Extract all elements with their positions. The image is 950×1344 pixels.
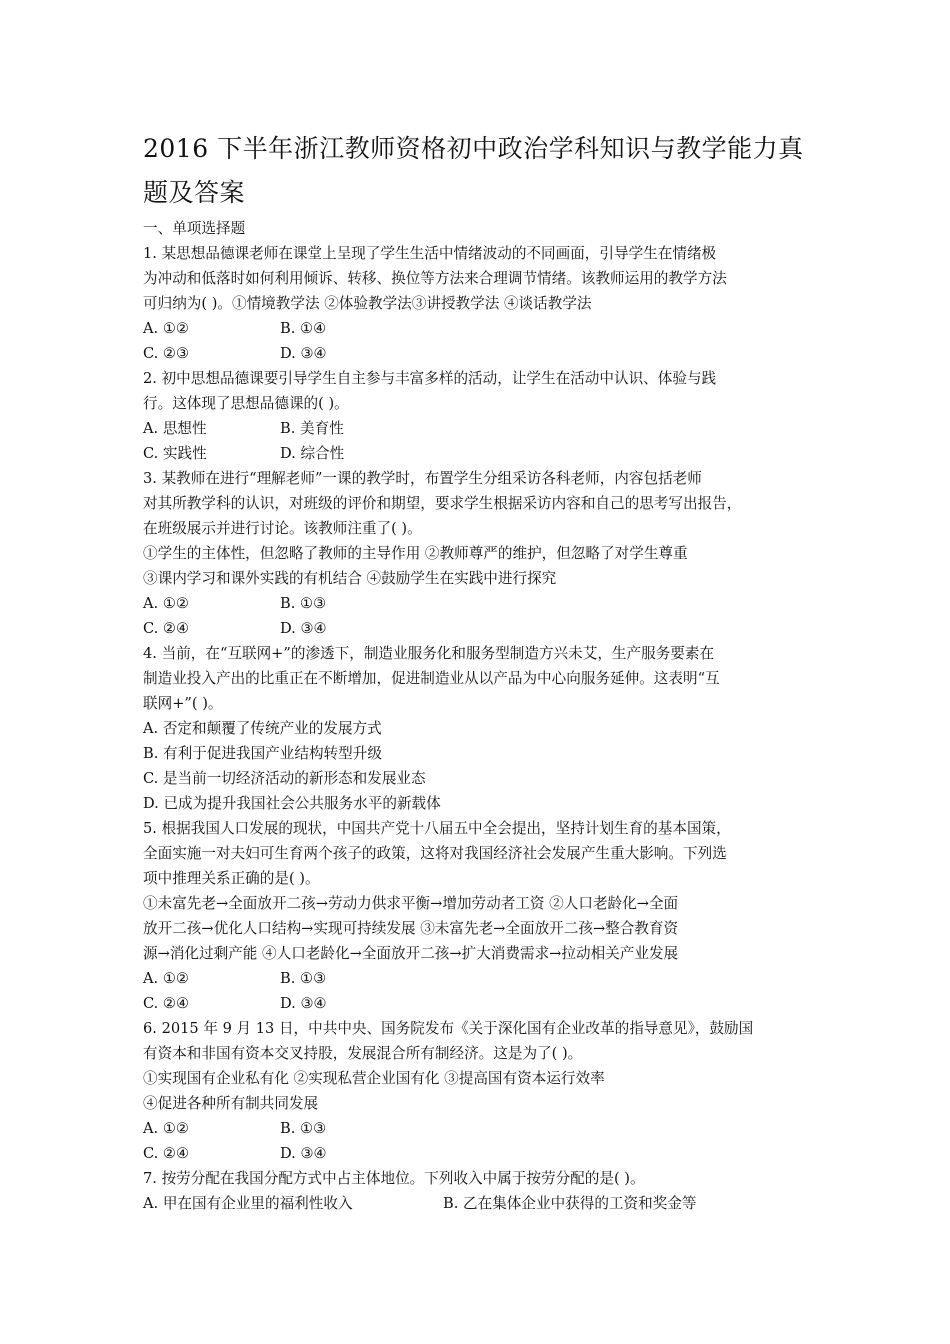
- options-row: [143, 1116, 823, 1141]
- question-5: [143, 816, 823, 1016]
- question-4: [143, 641, 823, 816]
- question-text: 7. 按劳分配在我国分配方式中占主体地位。下列收入中属于按劳分配的是( )。: [143, 1170, 645, 1187]
- options-row: [143, 1141, 823, 1166]
- option-b: B. ①④: [280, 320, 327, 337]
- question-text: ③课内学习和课外实践的有机结合 ④鼓励学生在实践中进行探究: [143, 570, 557, 587]
- question-text: ④促进各种所有制共同发展: [143, 1095, 319, 1112]
- options-row: [143, 616, 823, 641]
- option-c: C. ②④: [143, 1145, 190, 1162]
- option-b: B. ①③: [280, 970, 327, 987]
- option-b: B. 有利于促进我国产业结构转型升级: [143, 745, 382, 762]
- option-a: A. 否定和颠覆了传统产业的发展方式: [143, 720, 382, 737]
- option-c: C. 是当前一切经济活动的新形态和发展业态: [143, 770, 426, 787]
- question-text: 项中推理关系正确的是( )。: [143, 870, 320, 887]
- options-row: [143, 591, 823, 616]
- option-b: B. 乙在集体企业中获得的工资和奖金等: [443, 1195, 697, 1212]
- option-c: C. ②④: [143, 995, 190, 1012]
- option-d: D. ③④: [280, 995, 327, 1012]
- question-2: [143, 366, 823, 466]
- question-text: ①学生的主体性，但忽略了教师的主导作用 ②教师尊严的维护，但忽略了对学生尊重: [143, 545, 688, 562]
- question-text: 2. 初中思想品德课要引导学生自主参与丰富多样的活动，让学生在活动中认识、体验与践: [143, 370, 717, 387]
- options-row: [143, 966, 823, 991]
- question-text: 4. 当前，在“互联网+”的渗透下，制造业服务化和服务型制造方兴未艾，生产服务要素在: [143, 645, 715, 662]
- question-text: 全面实施一对夫妇可生育两个孩子的政策，这将对我国经济社会发展产生重大影响。下列选: [143, 845, 727, 862]
- option-a: A. ①②: [143, 320, 189, 337]
- option-a: A. 思想性: [143, 420, 207, 437]
- option-c: C. ②③: [143, 345, 190, 362]
- question-3: [143, 466, 823, 641]
- options-row: [143, 441, 823, 466]
- option-d: D. 已成为提升我国社会公共服务水平的新载体: [143, 795, 441, 812]
- question-text: 对其所教学科的认识，对班级的评价和期望，要求学生根据采访内容和自己的思考写出报告，: [143, 495, 742, 512]
- option-c: C. ②④: [143, 620, 190, 637]
- question-text: 行。这体现了思想品德课的( )。: [143, 395, 349, 412]
- section-heading: 一、单项选择题: [143, 220, 246, 237]
- options-row: [143, 341, 823, 366]
- question-text: ①未富先老→全面放开二孩→劳动力供求平衡→增加劳动者工资 ②人口老龄化→全面: [143, 895, 679, 912]
- option-d: D. 综合性: [280, 445, 345, 462]
- question-text: 6. 2015 年 9 月 13 日，中共中央、国务院发布《关于深化国有企业改革的指导意见》，鼓励国: [143, 1020, 754, 1037]
- question-text: 制造业投入产出的比重正在不断增加，促进制造业从以产品为中心向服务延伸。这表明“互: [143, 670, 720, 687]
- question-text: 3. 某教师在进行“理解老师”一课的教学时，布置学生分组采访各科老师，内容包括老师: [143, 470, 702, 487]
- question-text: ①实现国有企业私有化 ②实现私营企业国有化 ③提高国有资本运行效率: [143, 1070, 605, 1087]
- option-c: C. 实践性: [143, 445, 207, 462]
- options-row: [143, 316, 823, 341]
- question-6: [143, 1016, 823, 1166]
- document-page: [143, 128, 823, 1216]
- option-b: B. 美育性: [280, 420, 344, 437]
- question-7: [143, 1166, 823, 1216]
- options-row: [143, 991, 823, 1016]
- option-d: D. ③④: [280, 620, 327, 637]
- question-1: [143, 241, 823, 366]
- question-text: 为冲动和低落时如何利用倾诉、转移、换位等方法来合理调节情绪。该教师运用的教学方法: [143, 270, 727, 287]
- question-text: 1. 某思想品德课老师在课堂上呈现了学生生活中情绪波动的不同画面，引导学生在情绪极: [143, 245, 717, 262]
- question-text: 联网+”( )。: [143, 695, 223, 712]
- option-a: A. 甲在国有企业里的福利性收入: [143, 1195, 353, 1212]
- option-a: A. ①②: [143, 970, 189, 987]
- question-text: 可归纳为( )。①情境教学法 ②体验教学法③讲授教学法 ④谈话教学法: [143, 295, 592, 312]
- option-a: A. ①②: [143, 1120, 189, 1137]
- document-title-line-2: 题及答案: [143, 178, 246, 207]
- question-text: 有资本和非国有资本交叉持股，发展混合所有制经济。这是为了( )。: [143, 1045, 583, 1062]
- question-text: 在班级展示并进行讨论。该教师注重了( )。: [143, 520, 422, 537]
- question-text: 5. 根据我国人口发展的现状，中国共产党十八届五中全会提出，坚持计划生育的基本国策，: [143, 820, 731, 837]
- option-d: D. ③④: [280, 345, 327, 362]
- options-row: [143, 1191, 823, 1216]
- option-d: D. ③④: [280, 1145, 327, 1162]
- option-b: B. ①③: [280, 1120, 327, 1137]
- question-text: 源→消化过剩产能 ④人口老龄化→全面放开二孩→扩大消费需求→拉动相关产业发展: [143, 945, 679, 962]
- document-title-line-1: 2016 下半年浙江教师资格初中政治学科知识与教学能力真: [143, 134, 804, 163]
- question-text: 放开二孩→优化人口结构→实现可持续发展 ③未富先老→全面放开二孩→整合教育资: [143, 920, 679, 937]
- option-a: A. ①②: [143, 595, 189, 612]
- options-row: [143, 416, 823, 441]
- option-b: B. ①③: [280, 595, 327, 612]
